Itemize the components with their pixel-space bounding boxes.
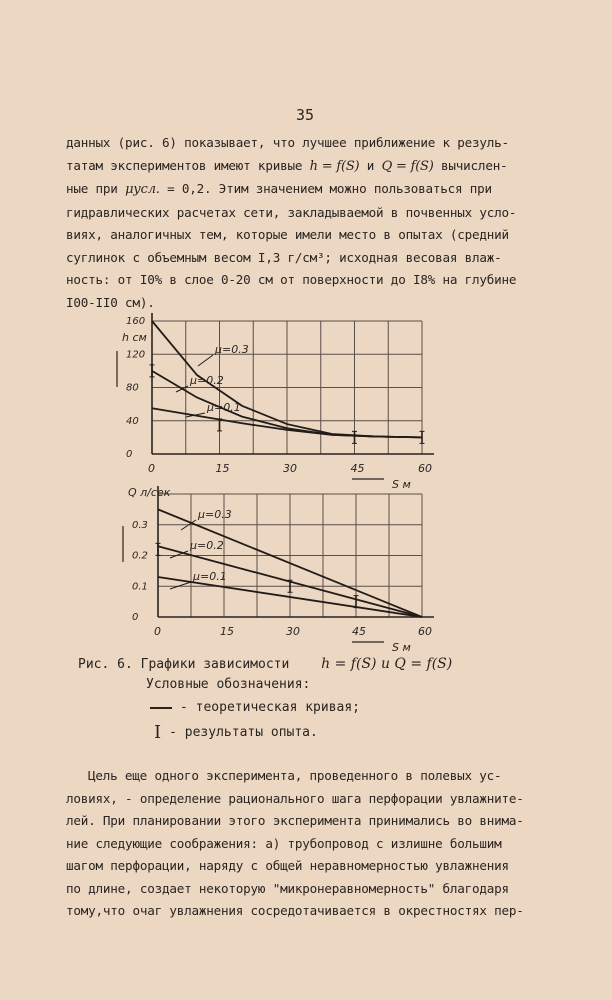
x-tick-label: 60 (418, 625, 432, 638)
y-tick-label: 0 (132, 612, 139, 623)
x-tick-label: 45 (350, 462, 365, 475)
series-leader-line (198, 355, 213, 366)
legend-line-symbol (150, 707, 172, 709)
series-line (152, 321, 422, 437)
series-line (152, 371, 422, 438)
legend-bar-symbol: I (154, 722, 162, 743)
paragraph-line: татам экспериментов имеют кривые h = f(S) и Q = f(S) вычислен- (66, 157, 508, 174)
series-label: μ=0.1 (193, 570, 227, 583)
legend-experiment: I - результаты опыта. (154, 722, 318, 743)
y-axis-label: h см (122, 331, 147, 344)
x-tick-label: 0 (148, 462, 155, 475)
y-tick-label: 0 (126, 449, 133, 460)
formula-h: h = f(S) (309, 158, 360, 174)
series-leader-line (181, 520, 196, 530)
series-leader-line (186, 413, 205, 417)
x-tick-label: 15 (220, 625, 234, 638)
series-label: μ=0.3 (215, 343, 249, 356)
caption-formula: h = f(S) и Q = f(S) (321, 656, 453, 672)
y-tick-label: 40 (126, 415, 139, 427)
formula-q: Q = f(S) (381, 158, 434, 174)
paragraph-line: суглинок с объемным весом I,3 г/см³; исходная весовая влаж- (66, 249, 502, 265)
x-tick-label: 30 (283, 462, 297, 475)
chart-h-vs-s (117, 313, 434, 491)
x-axis-label: S м (392, 641, 411, 654)
y-tick-label: 0.2 (132, 550, 148, 562)
series-leader-line (170, 582, 191, 589)
paragraph-line: тому,что очаг увлажнения сосредотачивается в окрестностях пер- (66, 903, 524, 918)
y-tick-label: 0.1 (132, 581, 148, 593)
y-tick-label: 0.3 (132, 519, 148, 531)
series-line (158, 546, 422, 617)
x-tick-label: 0 (154, 625, 161, 638)
paragraph-line: ные при μусл. = 0,2. Этим значением можно пользоваться при (66, 181, 492, 197)
paragraph-line: лей. При планировании этого эксперимента принимались во внима- (66, 813, 524, 828)
series-line (158, 509, 422, 617)
paragraph-1 (66, 132, 561, 314)
y-tick-label: 80 (126, 382, 139, 394)
legend-title: Условные обозначения: (146, 677, 311, 692)
y-axis-label: Q л/сек (128, 486, 171, 499)
paragraph-line: данных (рис. 6) показывает, что лучшее приближение к резуль- (66, 135, 509, 150)
paragraph-line: шагом перфорации, наряду с общей неравномерностью увлажнения (66, 858, 509, 873)
x-tick-label: 30 (286, 625, 300, 638)
series-label: μ=0.1 (207, 401, 241, 414)
formula-mu: μусл. (125, 182, 160, 197)
paragraph-line: гидравлических расчетах сети, закладываемой в почвенных усло- (66, 204, 517, 220)
series-line (152, 408, 422, 437)
x-tick-label: 15 (215, 462, 230, 475)
series-label: μ=0.3 (198, 508, 232, 521)
paragraph-line: ность: от I0% в слое 0-20 см от поверхности до I8% на глубине (66, 272, 517, 287)
x-axis-label: S м (392, 478, 411, 491)
series-leader-line (170, 551, 188, 558)
series-line (158, 577, 422, 617)
x-tick-label: 60 (418, 462, 432, 475)
paragraph-line: виях, аналогичных тем, которые имели место в опытах (средний (66, 227, 509, 242)
y-tick-label: 120 (126, 349, 146, 361)
paragraph-line: ловиях, - определение рационального шага перфорации увлажните- (66, 790, 524, 806)
series-label: μ=0.2 (190, 539, 224, 552)
legend-theory: - теоретическая кривая; (150, 700, 360, 715)
figure-caption (78, 653, 452, 676)
series-label: μ=0.2 (190, 374, 224, 387)
paragraph-line: по длине, создает некоторую "микронеравномерность" благодаря (66, 880, 509, 896)
y-tick-label: 160 (126, 316, 146, 327)
paragraph-line: ние следующие соображения: а) трубопровод с излишне большим (66, 835, 502, 851)
paragraph-2 (66, 765, 561, 923)
caption-prefix: Рис. 6. Графики зависимости (78, 657, 290, 672)
page-number: 35 (296, 106, 315, 124)
paragraph-line: I00-II0 см). (66, 294, 155, 310)
series-leader-line (176, 386, 188, 392)
paragraph-line: Цель еще одного эксперимента, проведенного в полевых ус- (88, 768, 502, 783)
x-tick-label: 45 (352, 625, 366, 638)
chart-q-vs-s (123, 486, 434, 654)
